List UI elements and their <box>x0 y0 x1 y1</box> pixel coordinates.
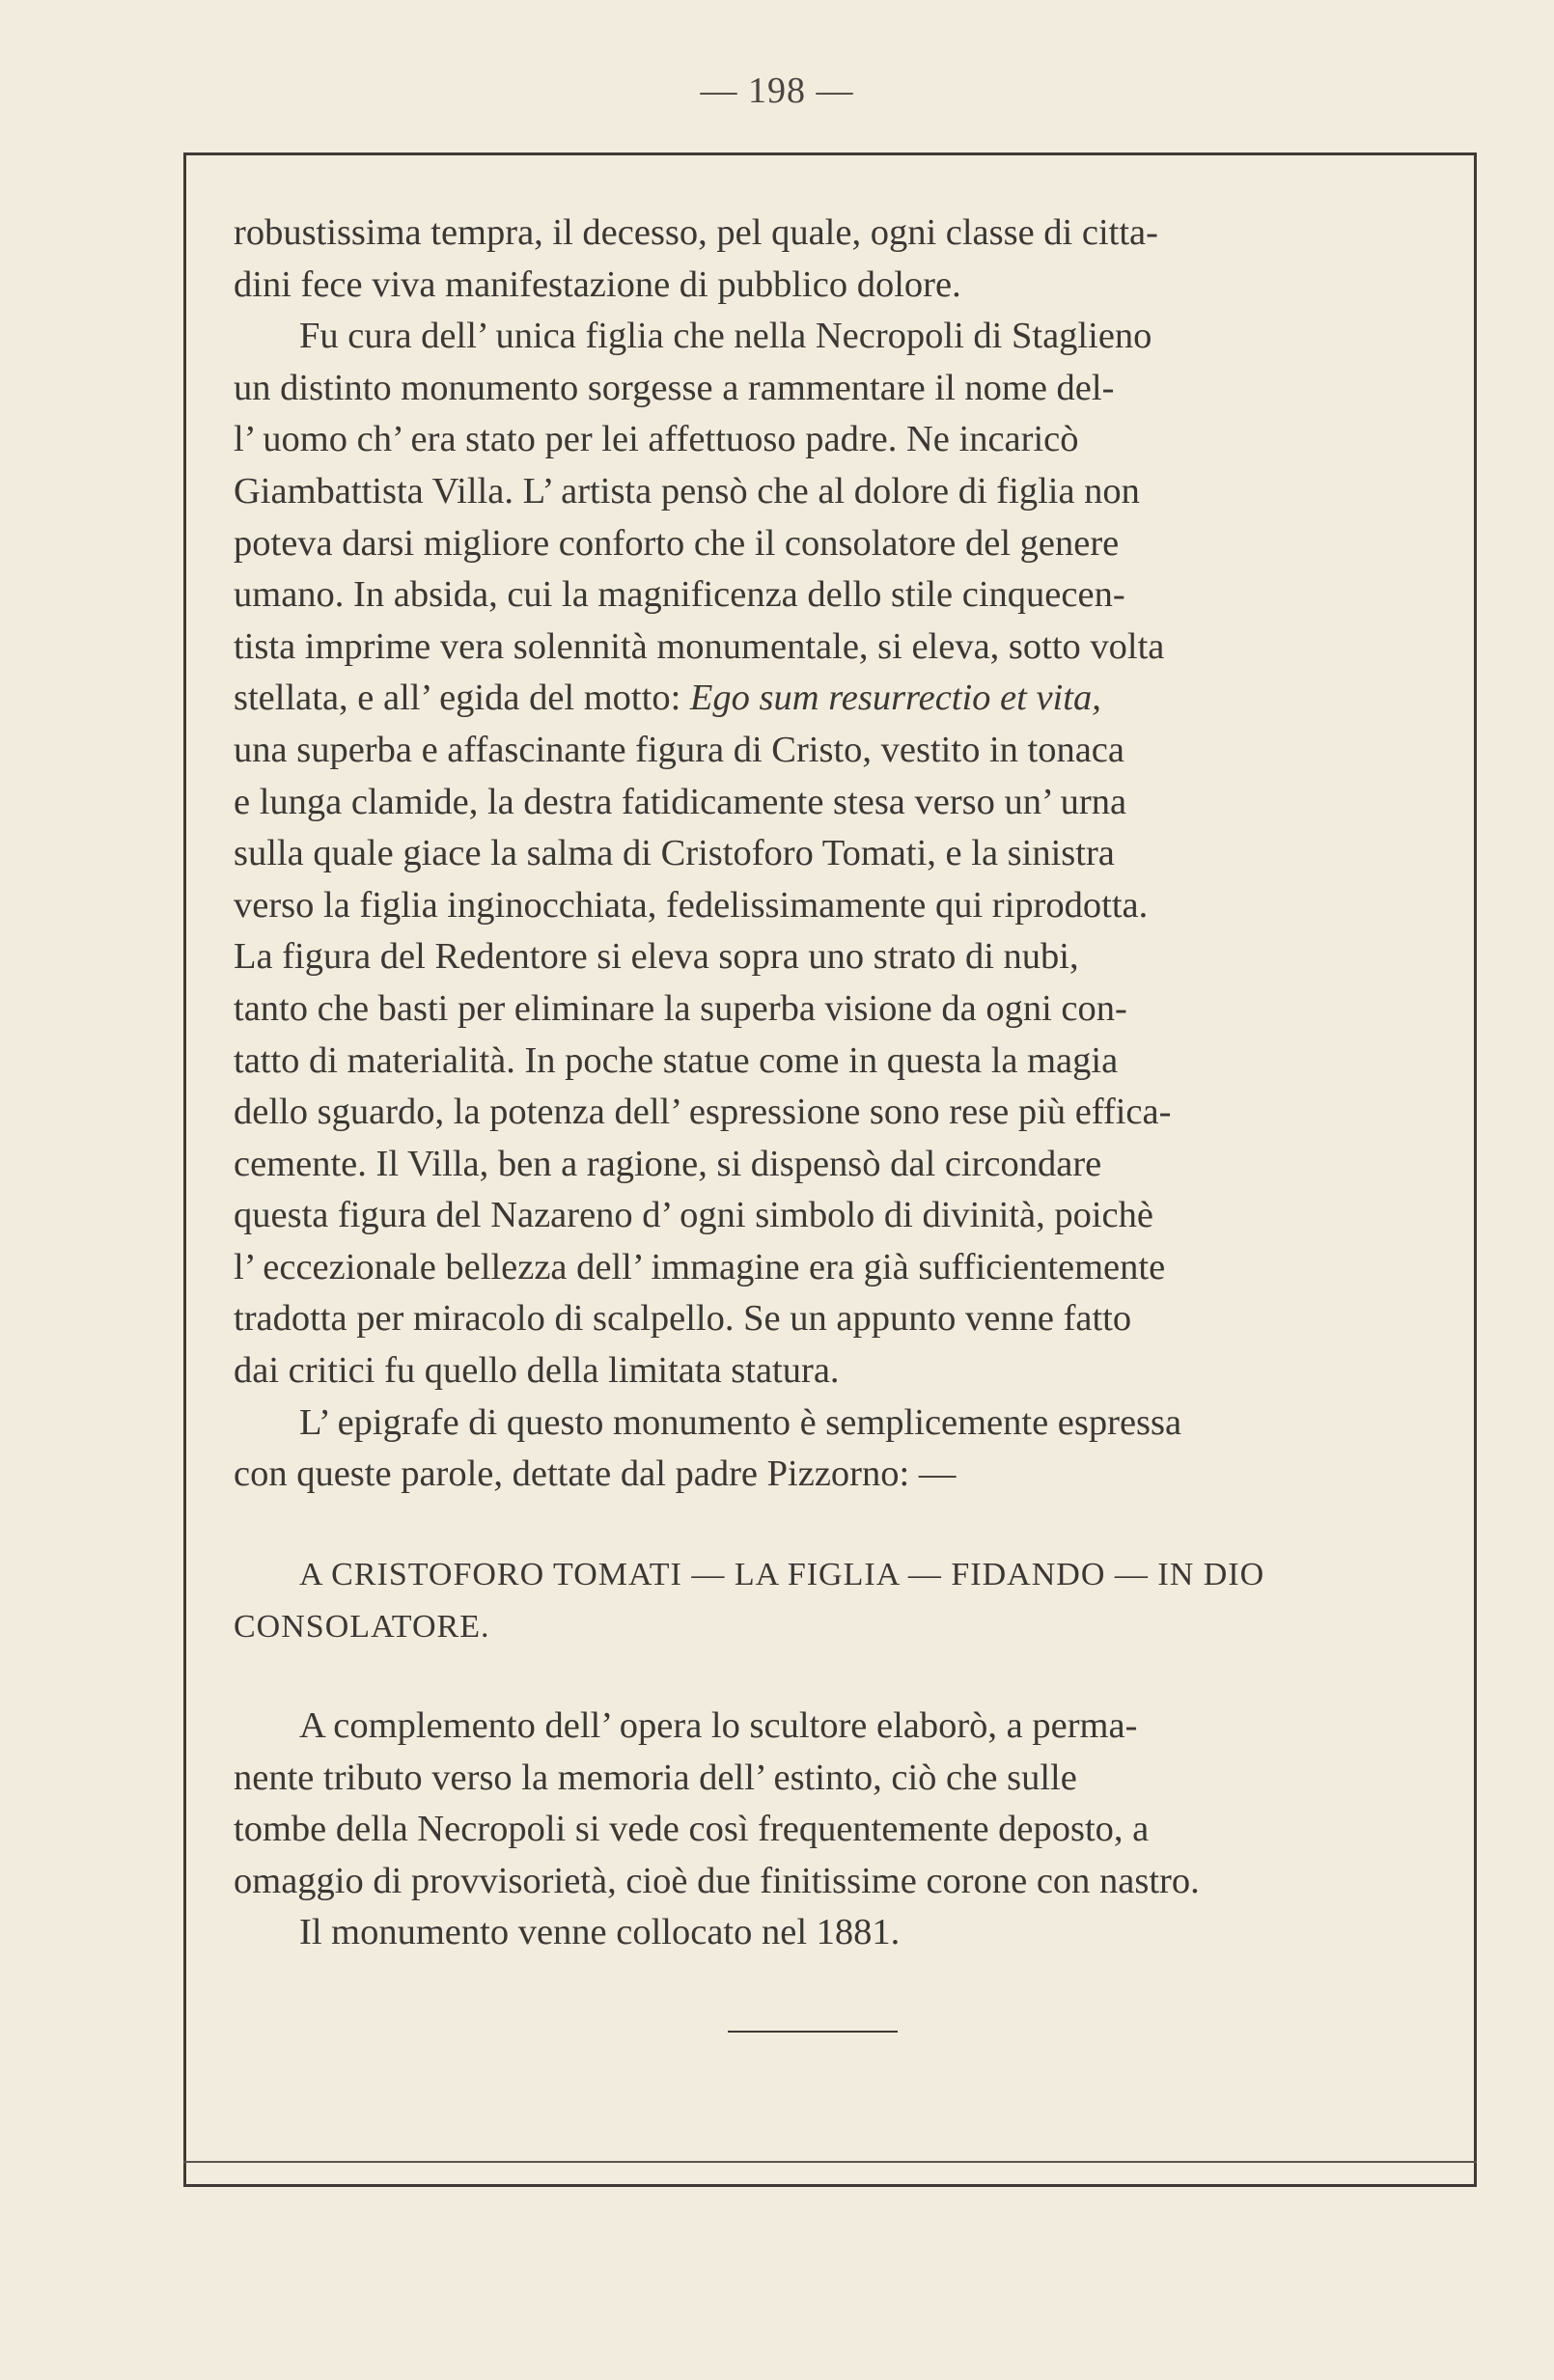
text-line: dello sguardo, la potenza dell’ espressione sono rese più effica- <box>234 1092 1172 1133</box>
text-line: umano. In absida, cui la magnificenza dello stile cinquecen- <box>234 574 1125 616</box>
paragraph-5 <box>234 1907 1430 1959</box>
text-line: tombe della Necropoli si vede così frequentemente deposto, a <box>234 1809 1150 1850</box>
page-number: — 198 — <box>700 70 854 111</box>
paragraph-1 <box>234 208 1430 311</box>
paragraph-3 <box>234 1398 1430 1501</box>
text-line: un distinto monumento sorgesse a rammentare il nome del- <box>234 367 1115 408</box>
text-line: l’ eccezionale bellezza dell’ immagine era già sufficientemente <box>234 1246 1166 1287</box>
text-line: tista imprime vera solennità monumentale, si eleva, sotto volta <box>234 625 1165 667</box>
text-line: nente tributo verso la memoria dell’ estinto, ciò che sulle <box>234 1757 1077 1798</box>
text-line: Giambattista Villa. L’ artista pensò che al dolore di figlia non <box>234 470 1140 512</box>
text-line: tatto di materialità. In poche statue come in questa la magia <box>234 1039 1119 1081</box>
text-line: omaggio di provvisorietà, cioè due finitissime corone con nastro. <box>234 1860 1200 1901</box>
end-rule <box>728 2031 898 2033</box>
text-line: una superba e affascinante figura di Cristo, vestito in tonaca <box>234 729 1124 770</box>
text-line: robustissima tempra, il decesso, pel quale, ogni classe di citta- <box>234 212 1158 253</box>
epigraph-line: CONSOLATORE. <box>234 1609 490 1645</box>
body-text <box>234 208 1430 1501</box>
closing-text <box>234 1701 1430 1959</box>
text-line: e lunga clamide, la destra fatidicamente stesa verso un’ urna <box>234 781 1127 822</box>
text-line: l’ uomo ch’ era stato per lei affettuoso padre. Ne incaricò <box>234 419 1079 460</box>
text-line: questa figura del Nazareno d’ ogni simbolo di divinità, poichè <box>234 1195 1153 1236</box>
text-line: Fu cura dell’ unica figlia che nella Necropoli di Staglieno <box>299 316 1152 357</box>
text-line: tanto che basti per eliminare la superba visione da ogni con- <box>234 987 1127 1029</box>
epigraph-line: A CRISTOFORO TOMATI — LA FIGLIA — FIDANDO — IN DIO <box>299 1557 1265 1592</box>
text-line: con queste parole, dettate dal padre Pizzorno: — <box>234 1453 957 1495</box>
epigraph <box>234 1549 1430 1653</box>
text-line: cemente. Il Villa, ben a ragione, si dispensò dal circondare <box>234 1143 1102 1184</box>
text-line: stellata, e all’ egida del motto: <box>234 678 681 719</box>
text-line: La figura del Redentore si eleva sopra uno strato di nubi, <box>234 936 1079 978</box>
text-line: dai critici fu quello della limitata statura. <box>234 1350 840 1392</box>
paragraph-2 <box>234 311 1430 1397</box>
text-line: Il monumento venne collocato nel 1881. <box>299 1912 901 1953</box>
text-line: dini fece viva manifestazione di pubblico dolore. <box>234 263 961 305</box>
text-line: A complemento dell’ opera lo scultore elaborò, a perma- <box>299 1705 1138 1746</box>
text-line: poteva darsi migliore conforto che il consolatore del genere <box>234 522 1120 564</box>
text-line: tradotta per miracolo di scalpello. Se un appunto venne fatto <box>234 1298 1132 1340</box>
text-line: verso la figlia inginocchiata, fedelissimamente qui riprodotta. <box>234 884 1149 926</box>
motto: Ego sum resurrectio et vita, <box>689 678 1101 719</box>
text-line: L’ epigrafe di questo monumento è semplicemente espressa <box>299 1401 1182 1443</box>
paragraph-4 <box>234 1701 1430 1907</box>
frame-inner-rule <box>183 2161 1477 2163</box>
text-line: sulla quale giace la salma di Cristoforo Tomati, e la sinistra <box>234 833 1115 874</box>
